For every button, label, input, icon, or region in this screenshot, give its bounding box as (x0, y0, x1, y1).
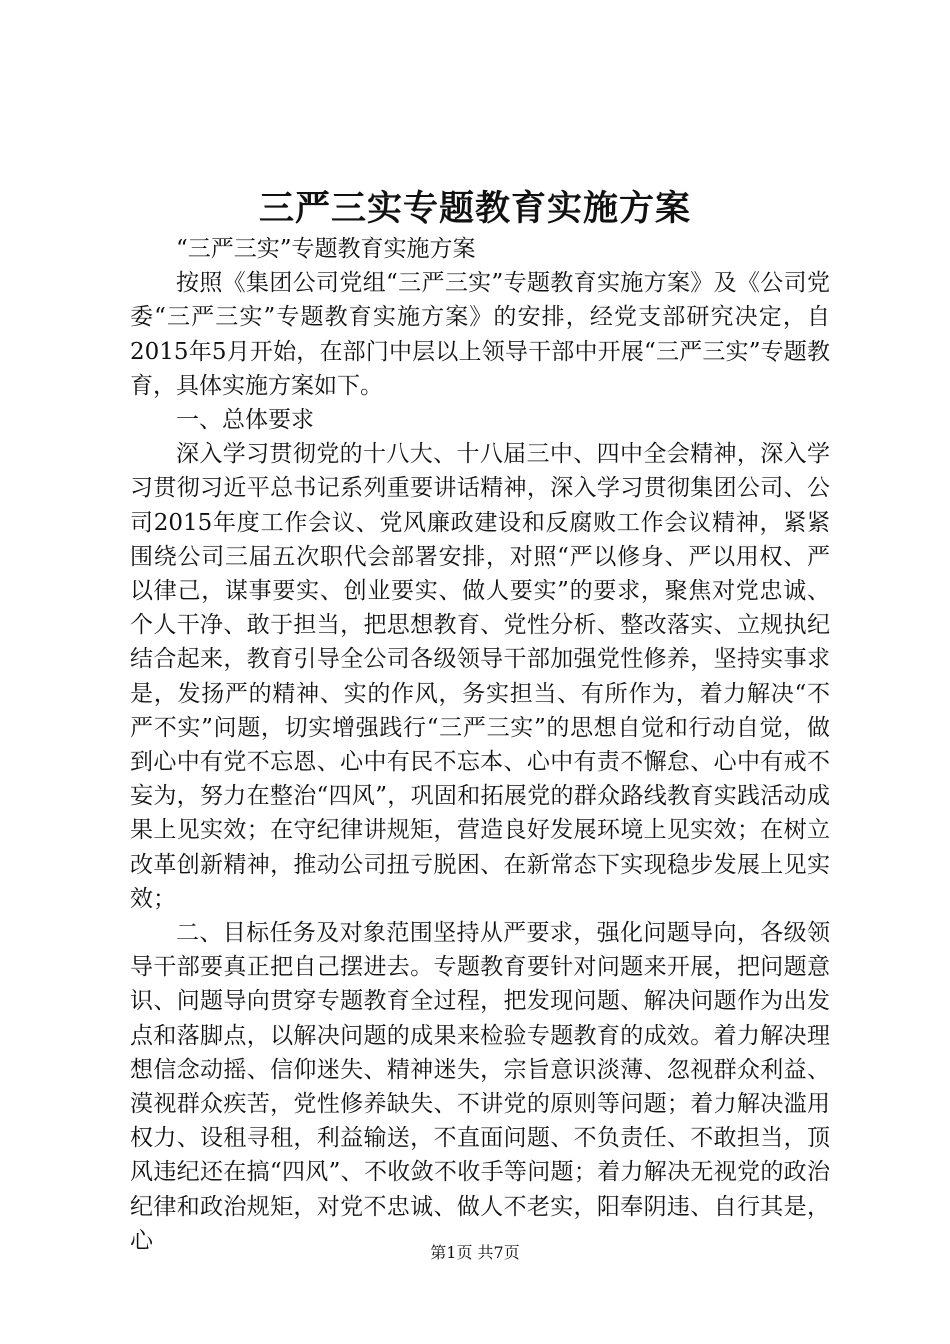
paragraph-intro: 按照《集团公司党组“三严三实”专题教育实施方案》及《公司党委“三严三实”专题教育实施方案》的安排，经党支部研究决定，自2015年5月开始，在部门中层以上领导干部中开展“三严三实”专题教育，具体实施方案如下。 (130, 270, 830, 399)
page-footer: 第1页 共7页 (430, 1243, 520, 1262)
paragraph-general-requirements: 深入学习贯彻党的十八大、十八届三中、四中全会精神，深入学习贯彻习近平总书记系列重要讲话精神，深入学习贯彻集团公司、公司2015年度工作会议、党风廉政建设和反腐败工作会议精神，紧紧围绕公司三届五次职代会部署安排，对照“严以修身、严以用权、严以律己，谋事要实、创业要实、做人要实”的要求，聚焦对党忠诚、个人干净、敢于担当，把思想教育、党性分析、整改落实、立规执纪结合起来，教育引导全公司各级领导干部加强党性修养，坚持实事求是，发扬严的精神、实的作风，务实担当、有所作为，着力解决“不严不实”问题，切实增强践行“三严三实”的思想自觉和行动自觉，做到心中有党不忘恩、心中有民不忘本、心中有责不懈怠、心中有戒不妄为，努力在整治“四风”，巩固和拓展党的群众路线教育实践活动成果上见实效；在守纪律讲规矩，营造良好发展环境上见实效；在树立改革创新精神，推动公司扭亏脱困、在新常态下实现稳步发展上见实效； (130, 441, 830, 912)
paragraph-targets-and-scope: 二、目标任务及对象范围坚持从严要求，强化问题导向，各级领导干部要真正把自己摆进去。专题教育要针对问题来开展，把问题意识、问题导向贯穿专题教育全过程，把发现问题、解决问题作为出发点和落脚点，以解决问题的成果来检验专题教育的成效。着力解决理想信念动摇、信仰迷失、精神迷失，宗旨意识淡薄、忽视群众利益、漠视群众疾苦，党性修养缺失、不讲党的原则等问题；着力解决滥用权力、设租寻租，利益输送，不直面问题、不负责任、不敢担当，顶风违纪还在搞“四风”、不收敛不收手等问题；着力解决无视党的政治纪律和政治规矩，对党不忠诚、做人不老实，阳奉阴违、自行其是，心 (130, 920, 830, 1254)
document-body (130, 232, 830, 1258)
paragraph-subtitle: “三严三实”专题教育实施方案 (176, 236, 476, 262)
document-title: 三严三实专题教育实施方案 (258, 188, 691, 229)
section-heading-general-requirements: 一、总体要求 (176, 407, 314, 434)
